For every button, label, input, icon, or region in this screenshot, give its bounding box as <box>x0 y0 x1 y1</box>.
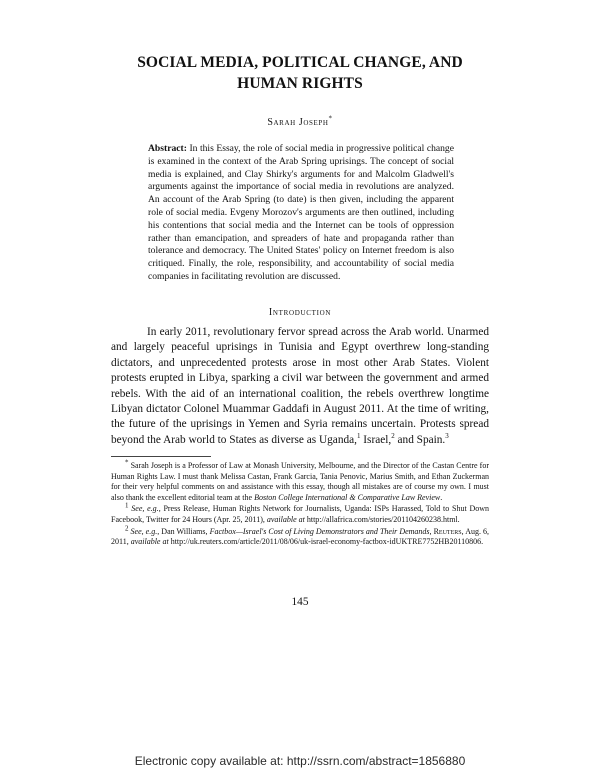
abstract-text: In this Essay, the role of social media in progressive political change is examined in the context of the Arab Spring uprisings. The concept of social media is explained, and Clay Shirky's arguments for and Malcolm Gladwell's arguments against the importance of social media in revolutions are analyzed. An account of the Arab Spring (to date) is then given, including the apparent role of social media. Evgeny Morozov's arguments are then outlined, including his contentions that social media and the Internet can be tools of oppression rather than emancipation, and spreaders of hate and propaganda rather than tolerance and democracy. The United States' policy on Internet freedom is also critiqued. Finally, the role, responsibility, and accountability of social media companies in facilitating revolution are discussed. <box>148 143 454 282</box>
author-line <box>0 114 600 128</box>
footnote-text: Sarah Joseph is a Professor of Law at Monash University, Melbourne, and the Director of the Castan Centre for Human Rights Law. I must thank Melissa Castan, Frank Garcia, Tania Penovic, Marius Smith, and Ethan Zuckerman for their very helpful comments on and assistance with this essay, though all mistakes are of course my own. I must also thank the excellent editorial team at the <box>111 461 489 502</box>
footnote-2 <box>111 523 490 548</box>
section-heading: Introduction <box>268 307 332 318</box>
author-footnote-mark: * <box>328 114 333 123</box>
footnote-author <box>111 458 489 503</box>
available-at: available at <box>266 514 305 524</box>
author-name: Sarah Joseph <box>267 117 329 128</box>
body-text-part-2: Israel, <box>360 433 392 446</box>
cited-source: Reuters <box>433 526 462 536</box>
footnote-url: http://uk.reuters.com/article/2011/08/06/uk-israel-economy-factbox-idUKTRE7752HB20110806. <box>168 537 484 547</box>
abstract <box>148 143 454 284</box>
footnote-mark: 1 <box>125 501 129 510</box>
cited-title: Factbox—Israel's Cost of Living Demonstrators and Their Demands <box>209 526 430 536</box>
footnote-url: http://allafrica.com/stories/201104260238.html. <box>304 514 460 524</box>
footnote-1 <box>111 501 490 525</box>
footnotes <box>111 458 490 549</box>
punctuation: , <box>429 526 434 536</box>
footnote-divider <box>111 456 211 457</box>
article-title <box>0 52 600 94</box>
footnote-text: , Press Release, Human Rights Network for Journalists, Uganda: ISPs Harassed, Told to Shut Down Facebook, Twitter for 24 Hours (Apr. 25, 2011), <box>111 504 490 524</box>
signal: See, e.g. <box>131 504 159 514</box>
footnote-ref-2: 2 <box>391 432 395 441</box>
abstract-label: Abstract: <box>148 143 187 154</box>
available-at: available at <box>130 537 169 547</box>
ssrn-watermark: Electronic copy available at: http://ssrn.com/abstract=1856880 <box>134 754 466 768</box>
body-paragraph <box>111 325 489 448</box>
cited-date: , Aug. 6, 2011, <box>111 526 490 547</box>
footnote-mark: * <box>125 458 129 467</box>
page-number: 145 <box>291 596 309 608</box>
journal-name: Boston College International & Comparative Law Review <box>254 492 441 502</box>
signal: See, e.g. <box>130 526 158 536</box>
body-text-part-3: and Spain. <box>394 433 446 446</box>
body-text-part-1: In early 2011, revolutionary fervor spread across the Arab world. Unarmed and largely peaceful uprisings in Tunisia and Egypt overthrew long-standing dictators, and unprecedented protests arose in most other Arab States. Violent protests erupted in Libya, sparking a civil war between the government and armed rebels. With the aid of an international coalition, the rebels overthrew longtime Libyan dictator Colonel Muammar Gaddafi in August 2011. At the time of writing, the future of the uprisings in Yemen and Syria remains uncertain. Protests spread beyond the Arab world to States as diverse as Uganda, <box>111 326 489 446</box>
footnote-end: . <box>440 492 443 502</box>
footnote-ref-1: 1 <box>356 432 361 441</box>
title-line-2: HUMAN RIGHTS <box>237 75 363 92</box>
title-line-1: SOCIAL MEDIA, POLITICAL CHANGE, AND <box>137 54 463 71</box>
footnote-mark: 2 <box>125 523 129 532</box>
footnote-text: , Dan Williams, <box>157 526 210 536</box>
footnote-ref-3: 3 <box>445 432 449 441</box>
